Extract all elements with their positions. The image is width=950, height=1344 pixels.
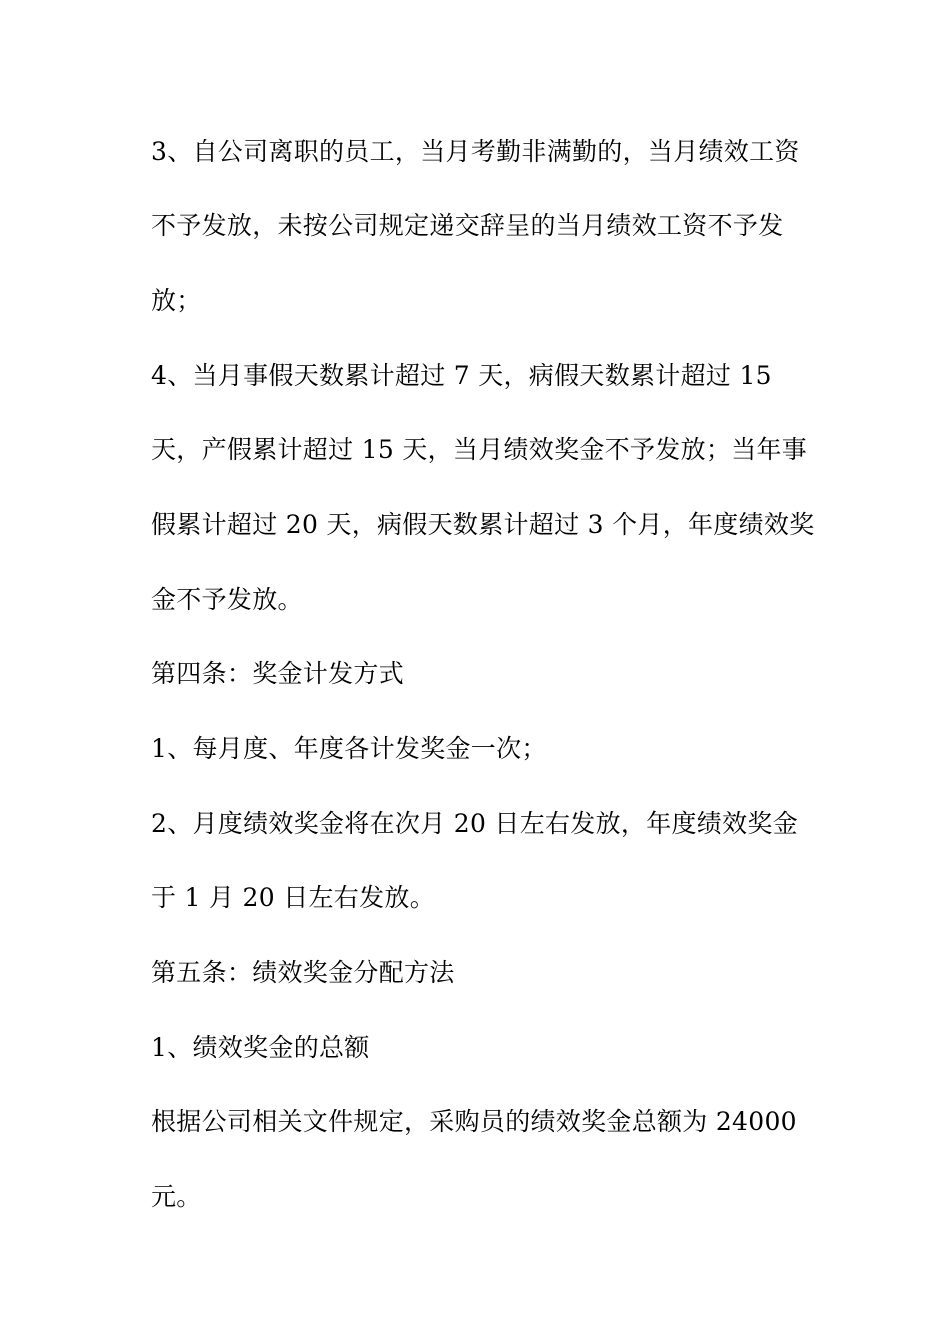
section-heading-5: 第五条：绩效奖金分配方法 bbox=[151, 958, 455, 987]
text-line-13: 1、绩效奖金的总额 bbox=[151, 1033, 370, 1062]
text-line-7: 金不予发放。 bbox=[151, 585, 303, 614]
text-line-4: 4、当月事假天数累计超过 7 天，病假天数累计超过 15 bbox=[151, 361, 772, 390]
text-line-10: 2、月度绩效奖金将在次月 20 日左右发放，年度绩效奖金 bbox=[151, 809, 799, 838]
text-line-1: 3、自公司离职的员工，当月考勤非满勤的，当月绩效工资 bbox=[151, 137, 800, 166]
section-heading-4: 第四条：奖金计发方式 bbox=[151, 659, 405, 688]
text-line-14: 根据公司相关文件规定，采购员的绩效奖金总额为 24000 bbox=[151, 1107, 797, 1136]
text-line-11: 于 1 月 20 日左右发放。 bbox=[151, 883, 436, 912]
text-line-3: 放； bbox=[151, 286, 202, 315]
text-line-6: 假累计超过 20 天，病假天数累计超过 3 个月，年度绩效奖 bbox=[151, 510, 815, 539]
text-line-15: 元。 bbox=[151, 1182, 202, 1211]
text-line-5: 天，产假累计超过 15 天，当月绩效奖金不予发放；当年事 bbox=[151, 435, 808, 464]
text-line-2: 不予发放，未按公司规定递交辞呈的当月绩效工资不予发 bbox=[151, 211, 784, 240]
text-line-9: 1、每月度、年度各计发奖金一次； bbox=[151, 734, 547, 763]
